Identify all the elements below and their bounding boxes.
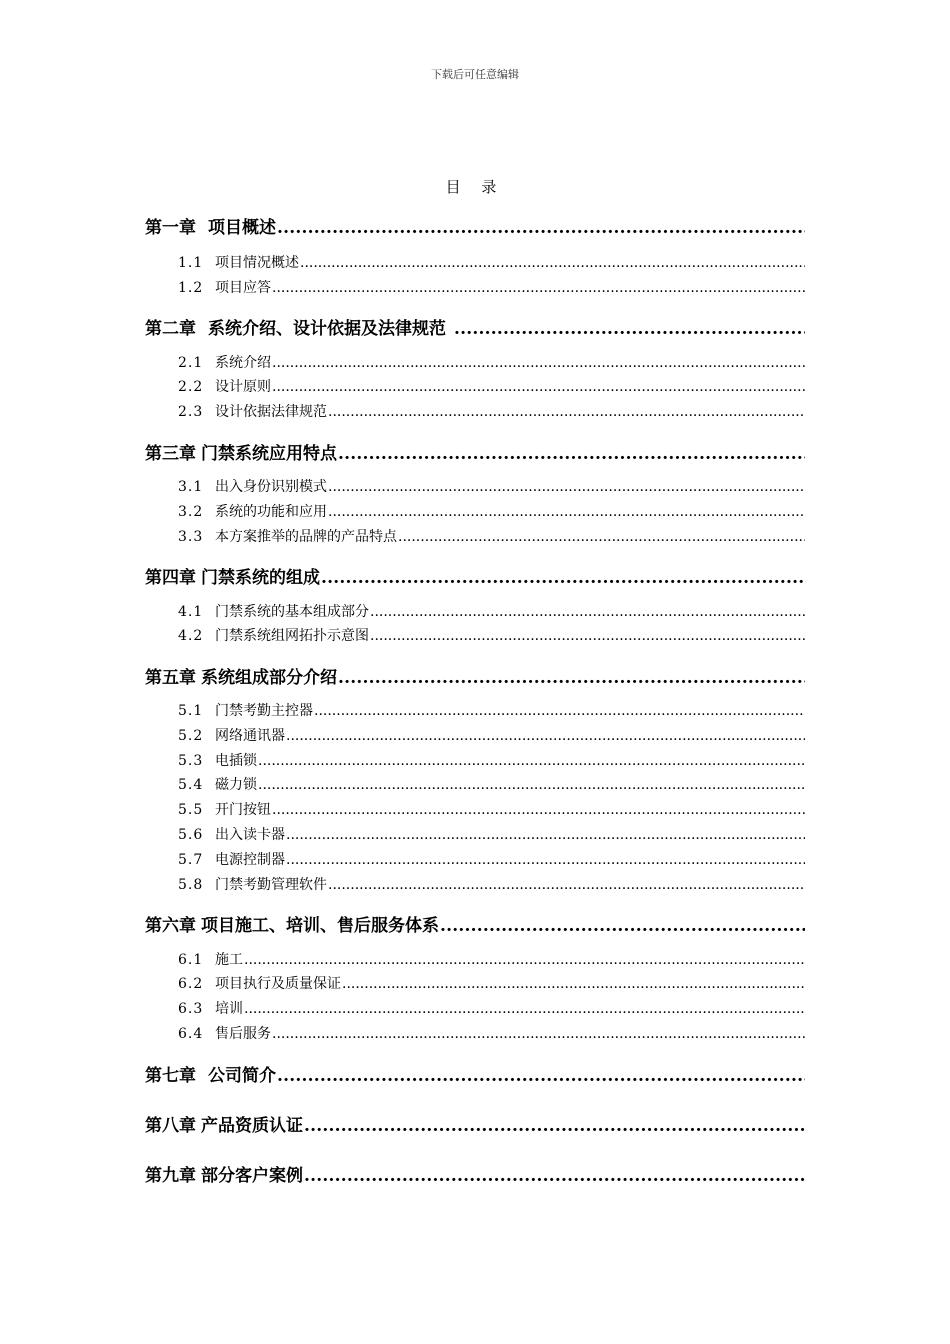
section-title: 出入身份识别模式 bbox=[215, 479, 327, 495]
section-number: 2.3 bbox=[178, 404, 204, 420]
section-title: 系统的功能和应用 bbox=[215, 504, 327, 520]
dot-leader bbox=[244, 952, 805, 968]
toc-section-5-1[interactable] bbox=[178, 700, 805, 720]
section-title: 项目情况概述 bbox=[215, 255, 299, 271]
dot-leader bbox=[286, 827, 805, 843]
section-number: 2.2 bbox=[178, 379, 204, 395]
dot-leader bbox=[342, 976, 805, 992]
section-number: 5.5 bbox=[178, 802, 204, 818]
toc-section-5-4[interactable] bbox=[178, 774, 805, 794]
toc-section-5-6[interactable] bbox=[178, 824, 805, 844]
toc-section-2-1[interactable] bbox=[178, 352, 805, 372]
dot-leader bbox=[338, 444, 805, 464]
dot-leader bbox=[338, 668, 805, 688]
section-title: 系统介绍 bbox=[215, 355, 271, 371]
chapter-title: 公司简介 bbox=[208, 1066, 276, 1086]
section-number: 5.2 bbox=[178, 728, 204, 744]
section-number: 6.3 bbox=[178, 1001, 204, 1017]
section-number: 5.3 bbox=[178, 753, 204, 769]
dot-leader bbox=[328, 504, 805, 520]
dot-leader bbox=[286, 852, 805, 868]
chapter-title: 部分客户案例 bbox=[201, 1166, 303, 1186]
toc-chapter-8[interactable] bbox=[145, 1111, 805, 1136]
toc-section-6-1[interactable] bbox=[178, 949, 805, 969]
section-title: 门禁考勤主控器 bbox=[215, 703, 313, 719]
section-title: 设计依据法律规范 bbox=[215, 404, 327, 420]
section-number: 4.1 bbox=[178, 604, 204, 620]
toc-section-2-2[interactable] bbox=[178, 376, 805, 396]
section-number: 4.2 bbox=[178, 628, 204, 644]
download-editable-notice: 下载后可任意编辑 bbox=[431, 68, 519, 81]
section-title: 磁力锁 bbox=[215, 777, 257, 793]
chapter-title: 项目施工、培训、售后服务体系 bbox=[201, 916, 439, 936]
section-number: 5.4 bbox=[178, 777, 204, 793]
section-title: 电源控制器 bbox=[215, 852, 285, 868]
section-number: 1.2 bbox=[178, 280, 204, 296]
toc-chapter-7[interactable] bbox=[145, 1061, 805, 1086]
toc-chapter-9[interactable] bbox=[145, 1161, 805, 1186]
chapter-title: 系统介绍、设计依据及法律规范 bbox=[208, 319, 446, 339]
section-title: 施工 bbox=[215, 952, 243, 968]
chapter-title: 项目概述 bbox=[208, 218, 276, 238]
chapter-title: 系统组成部分介绍 bbox=[201, 668, 337, 688]
chapter-number: 第一章 bbox=[145, 218, 196, 238]
toc-section-5-7[interactable] bbox=[178, 849, 805, 869]
toc-chapter-6[interactable] bbox=[145, 911, 805, 936]
dot-leader bbox=[300, 255, 805, 271]
section-title: 本方案推举的品牌的产品特点 bbox=[215, 529, 397, 545]
chapter-number: 第四章 bbox=[145, 568, 196, 588]
section-title: 电插锁 bbox=[215, 753, 257, 769]
dot-leader bbox=[328, 877, 805, 893]
section-number: 5.7 bbox=[178, 852, 204, 868]
section-number: 6.1 bbox=[178, 952, 204, 968]
section-number: 3.1 bbox=[178, 479, 204, 495]
dot-leader bbox=[286, 728, 805, 744]
section-title: 门禁系统的基本组成部分 bbox=[215, 604, 369, 620]
toc-section-5-2[interactable] bbox=[178, 725, 805, 745]
toc-section-6-2[interactable] bbox=[178, 973, 805, 993]
section-title: 项目应答 bbox=[215, 280, 271, 296]
section-title: 出入读卡器 bbox=[215, 827, 285, 843]
dot-leader bbox=[244, 1001, 805, 1017]
toc-section-5-3[interactable] bbox=[178, 750, 805, 770]
chapter-number: 第八章 bbox=[145, 1116, 196, 1136]
dot-leader bbox=[304, 1116, 805, 1136]
toc-section-3-3[interactable] bbox=[178, 526, 805, 546]
section-title: 项目执行及质量保证 bbox=[215, 976, 341, 992]
dot-leader bbox=[328, 404, 805, 420]
toc-section-6-3[interactable] bbox=[178, 998, 805, 1018]
section-number: 5.6 bbox=[178, 827, 204, 843]
toc-section-3-1[interactable] bbox=[178, 476, 805, 496]
chapter-number: 第六章 bbox=[145, 916, 196, 936]
chapter-number: 第五章 bbox=[145, 668, 196, 688]
toc-section-6-4[interactable] bbox=[178, 1023, 805, 1043]
chapter-title: 产品资质认证 bbox=[201, 1116, 303, 1136]
toc-section-5-5[interactable] bbox=[178, 799, 805, 819]
toc-section-3-2[interactable] bbox=[178, 501, 805, 521]
dot-leader bbox=[277, 1066, 805, 1086]
dot-leader bbox=[314, 703, 805, 719]
section-number: 5.8 bbox=[178, 877, 204, 893]
chapter-number: 第七章 bbox=[145, 1066, 196, 1086]
toc-section-5-8[interactable] bbox=[178, 874, 805, 894]
toc-chapter-3[interactable] bbox=[145, 439, 805, 464]
dot-leader bbox=[272, 1026, 805, 1042]
section-number: 2.1 bbox=[178, 355, 204, 371]
toc-title: 目 录 bbox=[445, 178, 505, 196]
toc-chapter-1[interactable] bbox=[145, 213, 805, 238]
dot-leader bbox=[258, 753, 805, 769]
section-title: 门禁考勤管理软件 bbox=[215, 877, 327, 893]
section-title: 设计原则 bbox=[215, 379, 271, 395]
section-title: 开门按钮 bbox=[215, 802, 271, 818]
dot-leader bbox=[272, 379, 805, 395]
chapter-title: 门禁系统应用特点 bbox=[201, 444, 337, 464]
toc-chapter-4[interactable] bbox=[145, 563, 805, 588]
section-number: 5.1 bbox=[178, 703, 204, 719]
toc-chapter-5[interactable] bbox=[145, 663, 805, 688]
dot-leader bbox=[258, 777, 805, 793]
toc-section-1-1[interactable] bbox=[178, 252, 805, 272]
section-title: 网络通讯器 bbox=[215, 728, 285, 744]
dot-leader bbox=[370, 604, 805, 620]
section-number: 3.2 bbox=[178, 504, 204, 520]
dot-leader bbox=[304, 1166, 805, 1186]
dot-leader bbox=[272, 355, 805, 371]
toc-section-4-2[interactable] bbox=[178, 625, 805, 645]
section-number: 6.4 bbox=[178, 1026, 204, 1042]
dot-leader bbox=[398, 529, 805, 545]
dot-leader bbox=[277, 218, 805, 238]
chapter-number: 第三章 bbox=[145, 444, 196, 464]
chapter-number: 第二章 bbox=[145, 319, 196, 339]
dot-leader bbox=[272, 802, 805, 818]
section-title: 售后服务 bbox=[215, 1026, 271, 1042]
toc-section-2-3[interactable] bbox=[178, 401, 805, 421]
section-number: 6.2 bbox=[178, 976, 204, 992]
chapter-title: 门禁系统的组成 bbox=[201, 568, 320, 588]
toc-section-4-1[interactable] bbox=[178, 601, 805, 621]
dot-leader bbox=[321, 568, 805, 588]
dot-leader bbox=[440, 916, 805, 936]
dot-leader bbox=[272, 280, 805, 296]
dot-leader bbox=[370, 628, 805, 644]
toc-section-1-2[interactable] bbox=[178, 277, 805, 297]
section-title: 门禁系统组网拓扑示意图 bbox=[215, 628, 369, 644]
chapter-number: 第九章 bbox=[145, 1166, 196, 1186]
section-title: 培训 bbox=[215, 1001, 243, 1017]
dot-leader bbox=[454, 319, 805, 339]
section-number: 3.3 bbox=[178, 529, 204, 545]
dot-leader bbox=[328, 479, 805, 495]
section-number: 1.1 bbox=[178, 255, 204, 271]
toc-chapter-2[interactable] bbox=[145, 314, 805, 339]
